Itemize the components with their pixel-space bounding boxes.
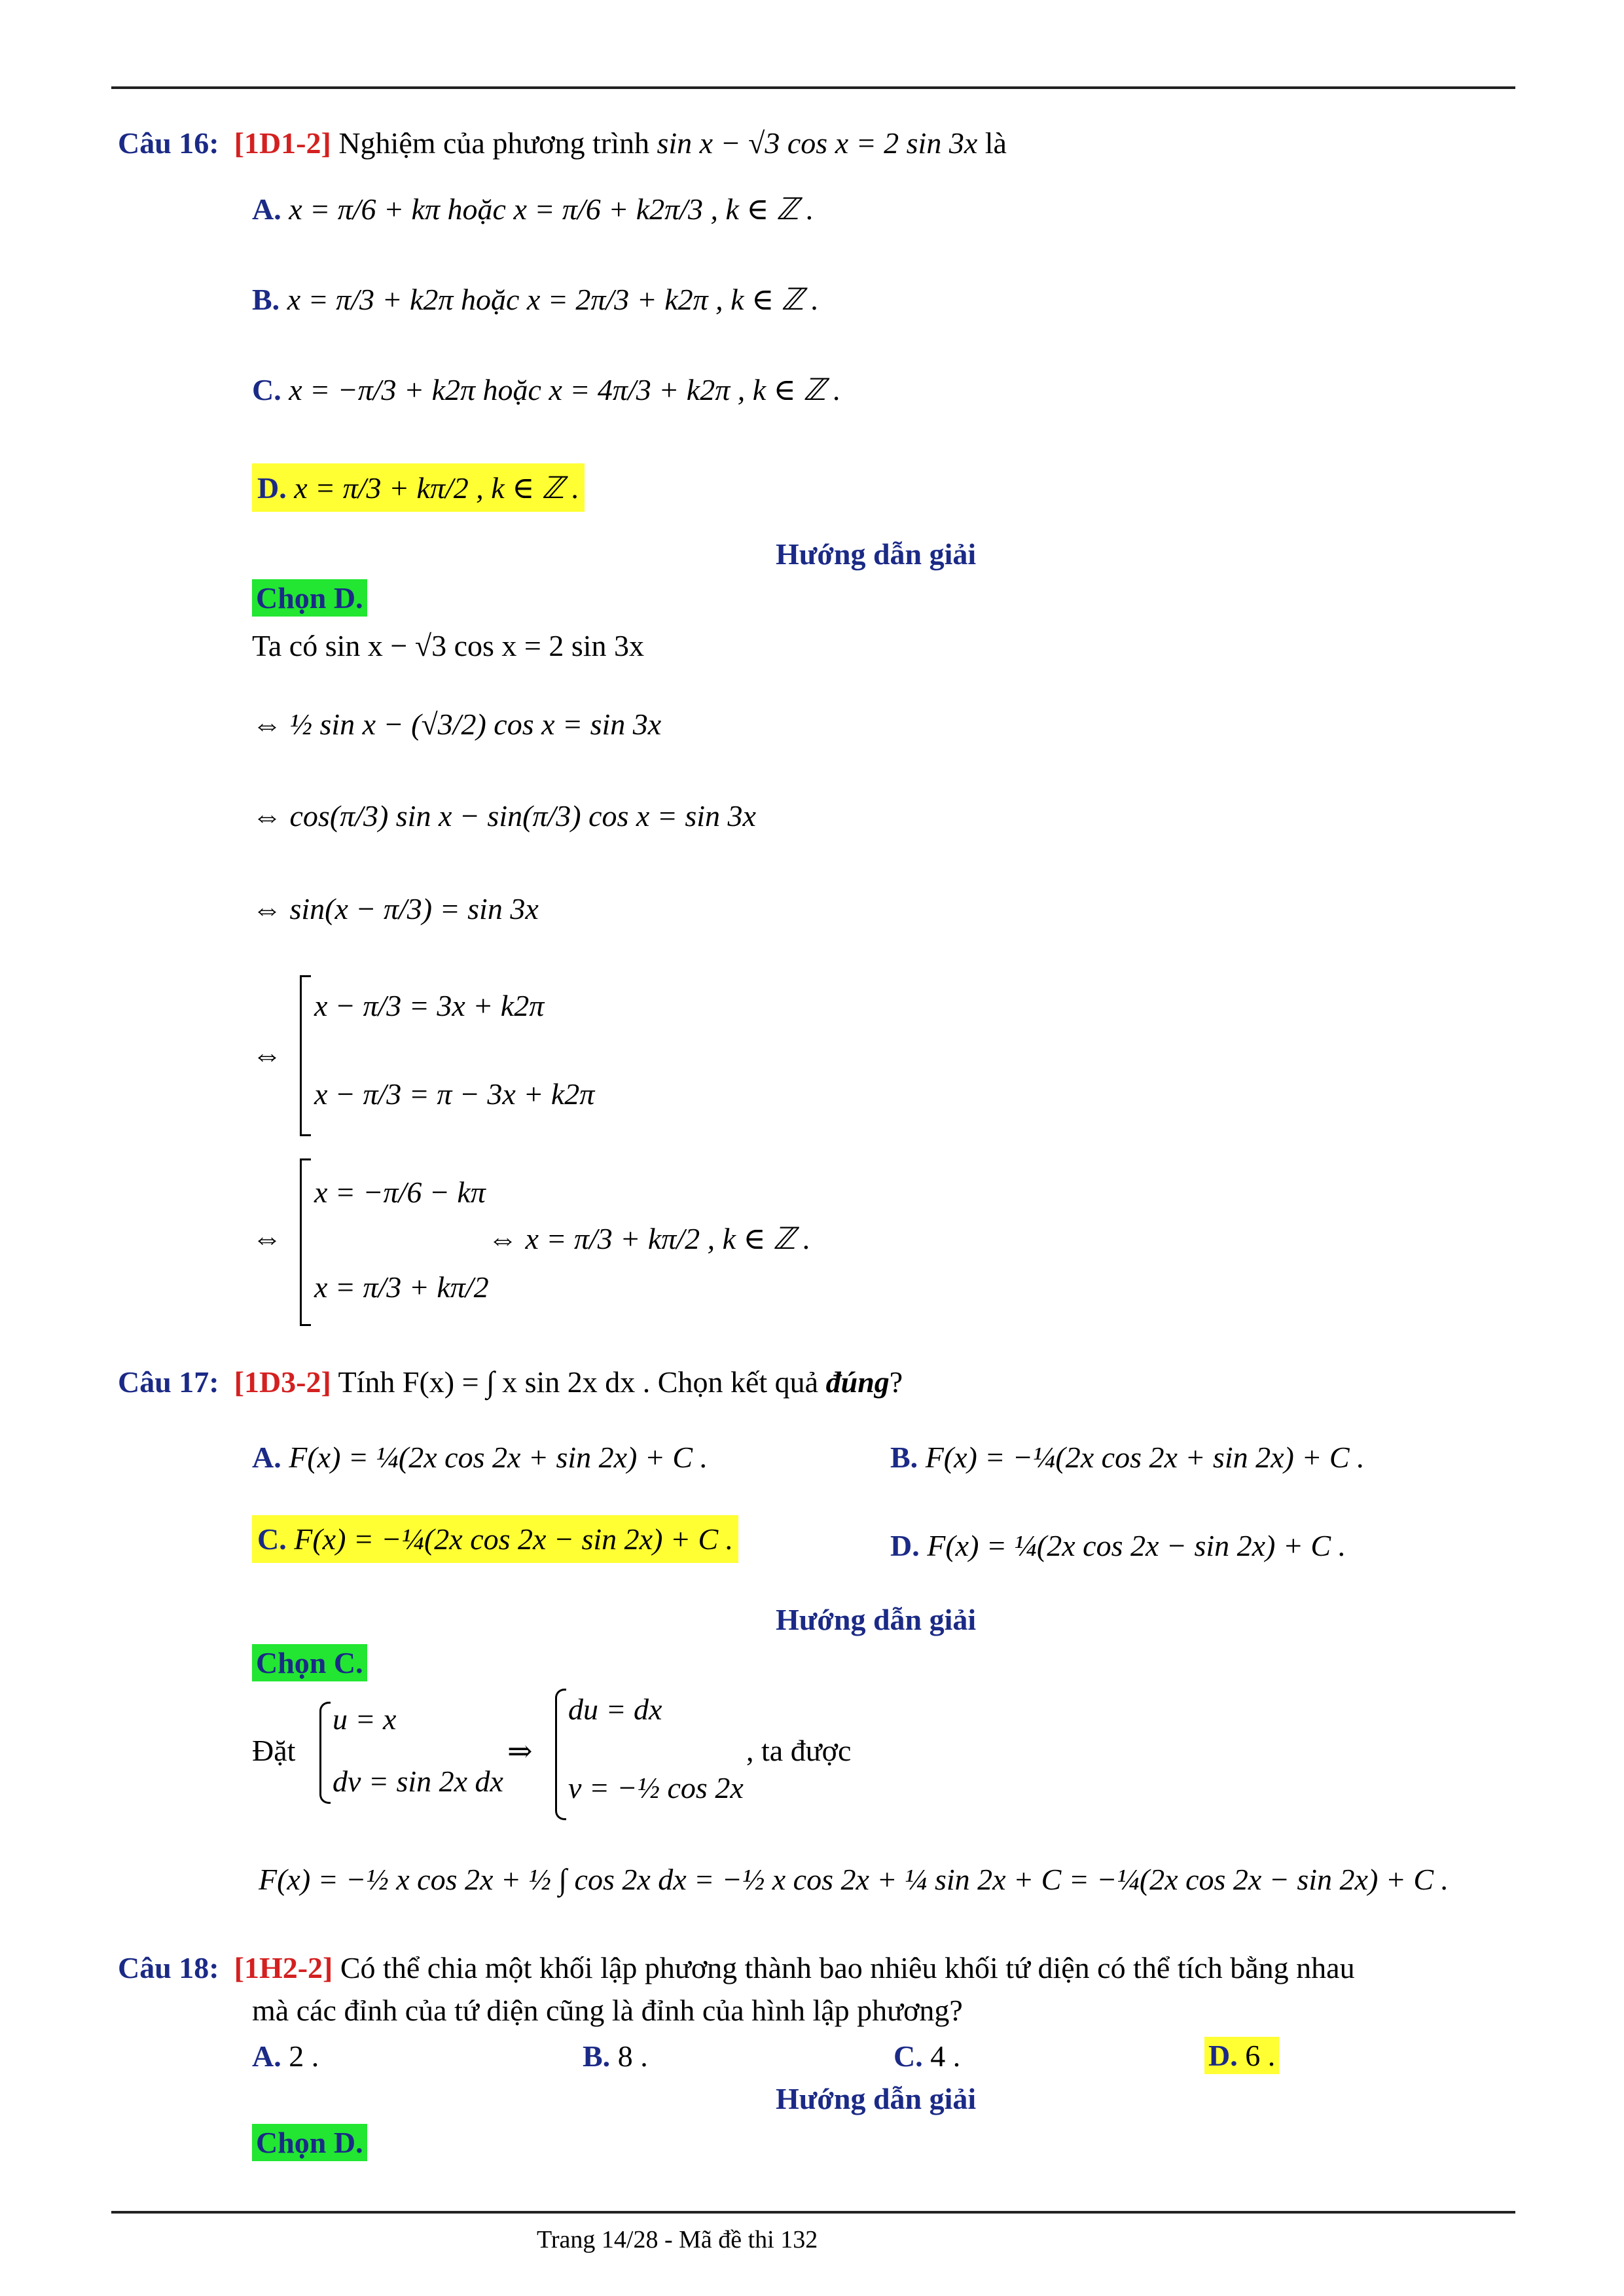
option-text: F(x) = ¼(2x cos 2x − sin 2x) + C .: [927, 1529, 1346, 1562]
q18-option-b[interactable]: [583, 2039, 648, 2073]
q16-option-a[interactable]: [252, 191, 814, 226]
option-text: 4 .: [930, 2039, 961, 2073]
option-key: D.: [890, 1529, 920, 1562]
q16-equiv-2: ⇔: [252, 1221, 282, 1255]
option-text: x = π/3 + k2π hoặc x = 2π/3 + k2π , k ∈ ℤ .: [287, 283, 819, 316]
q16-sol-line7: x = −π/6 − kπ: [314, 1175, 486, 1209]
q18-label: Câu 18:: [118, 1951, 219, 1984]
q17-res1: du = dx: [568, 1693, 662, 1726]
option-text: F(x) = −¼(2x cos 2x + sin 2x) + C .: [925, 1441, 1365, 1474]
option-key: A.: [252, 1441, 281, 1474]
page-footer: Trang 14/28 - Mã đề thi 132: [537, 2226, 818, 2253]
q16-heading: [118, 126, 1007, 160]
q16-bracket-1: [300, 975, 311, 1136]
q18-stem-line2: mà các đỉnh của tứ diện cũng là đỉnh của hình lập phương?: [252, 1994, 963, 2027]
q16-stem-end: là: [984, 126, 1007, 160]
q16-sol-line3: ⇔ cos(π/3) sin x − sin(π/3) cos x = sin 3x: [252, 799, 756, 833]
q17-label: Câu 17:: [118, 1365, 219, 1399]
q18-option-d[interactable]: [1204, 2037, 1279, 2074]
q17-option-b[interactable]: [890, 1440, 1365, 1475]
option-key: B.: [583, 2039, 611, 2073]
q17-heading: [118, 1365, 903, 1399]
q17-stem: Tính F(x) = ∫ x sin 2x dx . Chọn kết quả: [338, 1365, 819, 1399]
q16-sol-line8: x = π/3 + kπ/2: [314, 1270, 489, 1304]
option-key: C.: [893, 2039, 923, 2073]
q18-guide-heading: Hướng dẫn giải: [776, 2082, 977, 2115]
bottom-rule: [111, 2211, 1515, 2214]
q16-option-b[interactable]: [252, 281, 819, 317]
option-text: F(x) = ¼(2x cos 2x + sin 2x) + C .: [289, 1441, 708, 1474]
q17-guide-heading: Hướng dẫn giải: [776, 1603, 977, 1636]
q16-sol-line1: Ta có sin x − √3 cos x = 2 sin 3x: [252, 629, 645, 662]
q17-option-c[interactable]: [252, 1515, 738, 1563]
q16-tag: [1D1-2]: [234, 126, 331, 160]
option-key: D.: [257, 471, 287, 505]
q17-sub2: dv = sin 2x dx: [333, 1765, 503, 1798]
option-text: 6 .: [1245, 2039, 1276, 2072]
q16-sol-line2: ⇔ ½ sin x − (√3/2) cos x = sin 3x: [252, 708, 662, 741]
q16-answer: Chọn D.: [252, 579, 367, 617]
q17-final: F(x) = −½ x cos 2x + ½ ∫ cos 2x dx = −½ x cos 2x + ¼ sin 2x + C = −¼(2x cos 2x − sin 2x) + C .: [259, 1863, 1449, 1896]
q17-option-d[interactable]: [890, 1528, 1346, 1563]
q16-bracket-2: [300, 1158, 311, 1326]
q16-equation: sin x − √3 cos x = 2 sin 3x: [657, 126, 978, 160]
option-key: D.: [1208, 2039, 1238, 2072]
q17-tag: [1D3-2]: [234, 1365, 331, 1399]
q16-guide-heading: Hướng dẫn giải: [776, 537, 977, 571]
q17-brace-2: [555, 1689, 566, 1820]
q18-option-a[interactable]: [252, 2039, 319, 2073]
q17-ta-duoc: , ta được: [746, 1734, 852, 1767]
option-key: A.: [252, 192, 281, 226]
q18-answer: Chọn D.: [252, 2124, 367, 2161]
option-text: 2 .: [289, 2039, 319, 2073]
option-text: F(x) = −¼(2x cos 2x − sin 2x) + C .: [294, 1522, 734, 1556]
option-key: C.: [257, 1522, 287, 1556]
q17-answer: Chọn C.: [252, 1644, 367, 1681]
q16-sol-line6: x − π/3 = π − 3x + k2π: [314, 1077, 595, 1111]
option-text: x = π/6 + kπ hoặc x = π/6 + k2π/3 , k ∈ ℤ .: [289, 192, 814, 226]
option-text: 8 .: [617, 2039, 648, 2073]
option-key: B.: [252, 283, 280, 316]
q16-sol-line9: ⇔ x = π/3 + kπ/2 , k ∈ ℤ .: [488, 1222, 811, 1255]
q17-set-word: Đặt: [252, 1734, 296, 1767]
q18-stem-line1: Có thể chia một khối lập phương thành bao nhiêu khối tứ diện có thể tích bằng nhau: [340, 1951, 1355, 1984]
q16-equiv-1: ⇔: [252, 1038, 282, 1071]
q16-sol-line5: x − π/3 = 3x + k2π: [314, 989, 545, 1022]
q16-sol-line4: ⇔ sin(x − π/3) = sin 3x: [252, 892, 539, 925]
q17-stem-em: đúng: [825, 1365, 890, 1399]
q16-option-d[interactable]: [252, 463, 585, 512]
q17-brace-1: [319, 1702, 331, 1804]
q17-sub1: u = x: [333, 1702, 397, 1736]
option-text: x = −π/3 + k2π hoặc x = 4π/3 + k2π , k ∈ ℤ .: [289, 373, 841, 406]
q18-option-c[interactable]: [893, 2039, 960, 2073]
q18-tag: [1H2-2]: [234, 1951, 333, 1984]
option-key: A.: [252, 2039, 281, 2073]
option-key: C.: [252, 373, 281, 406]
q18-heading: [118, 1950, 1355, 1985]
option-text: x = π/3 + kπ/2 , k ∈ ℤ .: [294, 471, 580, 505]
q17-implies: ⇒: [507, 1734, 533, 1768]
q16-stem: Nghiệm của phương trình: [338, 126, 649, 160]
option-key: B.: [890, 1441, 918, 1474]
q16-option-c[interactable]: [252, 372, 841, 407]
q17-res2: v = −½ cos 2x: [568, 1771, 744, 1804]
q17-option-a[interactable]: [252, 1440, 708, 1475]
q16-label: Câu 16:: [118, 126, 219, 160]
top-rule: [111, 86, 1515, 89]
q17-stem-end: ?: [889, 1365, 903, 1399]
